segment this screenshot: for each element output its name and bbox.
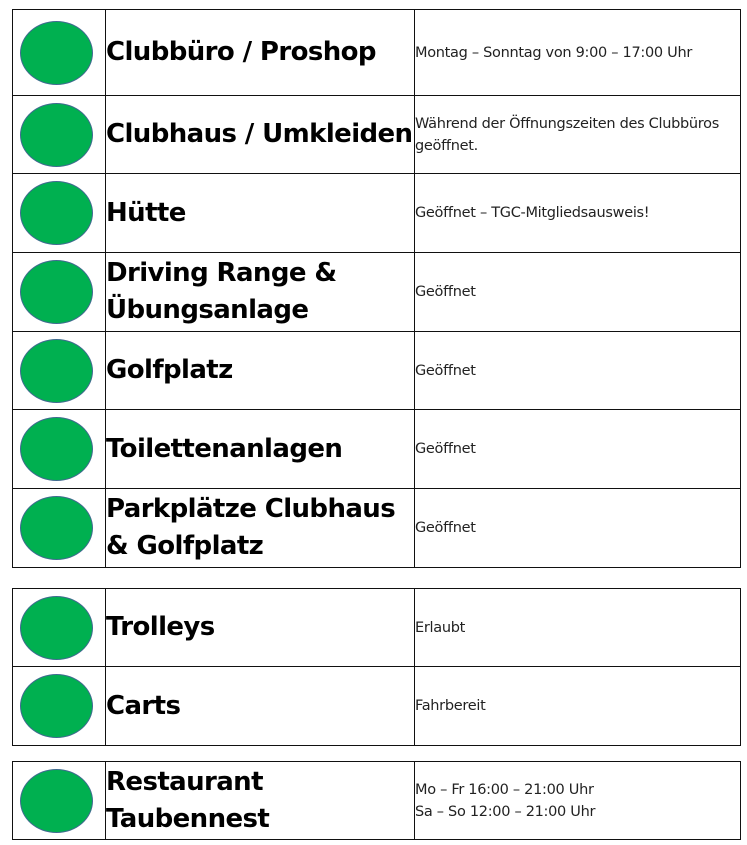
table-row — [13, 667, 741, 746]
status-table-restaurant — [12, 761, 741, 840]
table-row — [13, 174, 741, 253]
status-green-circle-icon — [20, 181, 93, 245]
facility-name: Driving Range & Übungsanlage — [106, 253, 415, 332]
equipment-status-text: Erlaubt — [415, 589, 741, 667]
status-green-circle-icon — [20, 260, 93, 324]
status-green-circle-icon — [20, 103, 93, 167]
equipment-status-text: Fahrbereit — [415, 667, 741, 746]
table-row — [13, 589, 741, 667]
facility-status-text: Geöffnet — [415, 489, 741, 568]
facility-status-text: Geöffnet — [415, 253, 741, 332]
status-green-circle-icon — [20, 596, 93, 660]
status-table-facilities — [12, 9, 741, 568]
facility-status-text: Geöffnet — [415, 332, 741, 410]
restaurant-name: Restaurant Taubennest — [106, 762, 415, 840]
status-green-circle-icon — [20, 496, 93, 560]
status-green-circle-icon — [20, 417, 93, 481]
facility-status-text: Während der Öffnungszeiten des Clubbüros geöffnet. — [415, 96, 741, 174]
equipment-name: Trolleys — [106, 589, 415, 667]
status-green-circle-icon — [20, 339, 93, 403]
hours-weekend: Sa – So 12:00 – 21:00 Uhr — [415, 803, 596, 820]
status-table-equipment — [12, 588, 741, 746]
facility-name: Golfplatz — [106, 332, 415, 410]
facility-status-text: Geöffnet – TGC-Mitgliedsausweis! — [415, 174, 741, 253]
table-row — [13, 489, 741, 568]
facility-name: Clubbüro / Proshop — [106, 10, 415, 96]
facility-name: Hütte — [106, 174, 415, 253]
equipment-name: Carts — [106, 667, 415, 746]
restaurant-hours — [415, 762, 741, 840]
facility-status-text: Montag – Sonntag von 9:00 – 17:00 Uhr — [415, 10, 741, 96]
hours-weekdays: Mo – Fr 16:00 – 21:00 Uhr — [415, 781, 594, 798]
facility-status-text: Geöffnet — [415, 410, 741, 489]
facility-name: Parkplätze Clubhaus & Golfplatz — [106, 489, 415, 568]
table-row — [13, 96, 741, 174]
table-row — [13, 332, 741, 410]
facility-name: Clubhaus / Umkleiden — [106, 96, 415, 174]
table-row — [13, 10, 741, 96]
status-green-circle-icon — [20, 769, 93, 833]
status-green-circle-icon — [20, 674, 93, 738]
status-green-circle-icon — [20, 21, 93, 85]
table-row — [13, 410, 741, 489]
table-row — [13, 253, 741, 332]
facility-name: Toilettenanlagen — [106, 410, 415, 489]
table-row — [13, 762, 741, 840]
